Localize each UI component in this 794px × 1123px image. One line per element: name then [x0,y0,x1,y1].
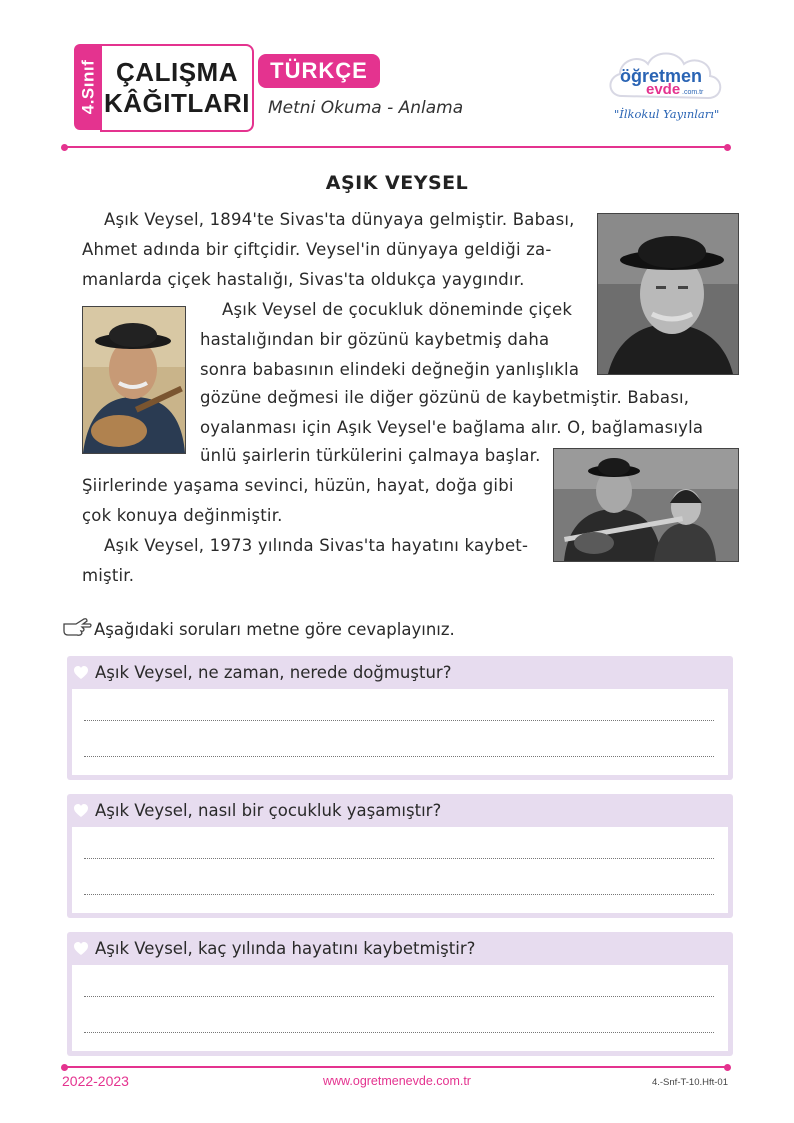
answer-line [84,996,714,997]
logo-word-2: evde [646,81,681,98]
title-line-2: KÂĞITLARI [103,88,251,118]
grade-tab [74,44,102,130]
logo-word-1: öğretmen [620,66,703,86]
heart-icon [73,803,89,819]
worksheet-subtitle: Metni Okuma - Anlama [268,98,464,118]
footer-website[interactable]: www.ogretmenevde.com.tr [323,1074,471,1088]
divider-dot [724,144,731,151]
title-line-1: ÇALIŞMA [116,57,238,87]
story-line: ünlü şairlerin türkülerini çalmaya başlar. [200,446,541,465]
story-line: Şiirlerinde yaşama sevinci, hüzün, hayat, doğa gibi [82,476,514,495]
pointing-hand-icon [62,614,92,638]
answer-line [84,858,714,859]
story-title: AŞIK VEYSEL [325,172,469,194]
portrait-with-saz-photo [82,306,186,454]
veysel-with-child-photo [553,448,739,562]
divider-dot [724,1064,731,1071]
answer-line [84,720,714,721]
footer-divider [64,1066,728,1068]
question-box [67,656,733,780]
question-text: Aşık Veysel, kaç yılında hayatını kaybetmiştir? [95,939,476,958]
divider-dot [61,144,68,151]
story-line: miştir. [82,566,135,585]
story-line: Aşık Veysel, 1894'te Sivas'ta dünyaya gelmiştir. Babası, [104,210,575,229]
footer-document-code: 4.-Snf-T-10.Hft-01 [651,1077,728,1088]
header-divider [64,146,728,148]
answer-area[interactable] [72,827,728,913]
story-line: hastalığından bir gözünü kaybetmiş daha [200,330,550,349]
logo-domain: .com.tr [682,89,704,96]
heart-icon [73,941,89,957]
question-text: Aşık Veysel, ne zaman, nerede doğmuştur? [95,663,452,682]
question-text: Aşık Veysel, nasıl bir çocukluk yaşamıştır? [95,801,442,820]
answer-line [84,894,714,895]
story-line: oyalanması için Aşık Veysel'e bağlama alır. O, bağlamasıyla [200,418,704,437]
logo-tagline: "İlkokul Yayınları" [614,107,720,121]
brand-logo [600,44,730,132]
answer-line [84,1032,714,1033]
answer-line [84,756,714,757]
question-box [67,794,733,918]
cloud-logo-icon [600,44,730,132]
story-line: çok konuya değinmiştir. [82,506,283,525]
footer-year: 2022-2023 [62,1073,129,1089]
story-line: Aşık Veysel de çocukluk döneminde çiçek [222,300,573,319]
answer-area[interactable] [72,689,728,775]
heart-icon [73,665,89,681]
story-line: sonra babasının elindeki değneğin yanlışlıkla [200,360,580,379]
subject-badge: TÜRKÇE [258,54,380,88]
worksheet-title-box [100,44,254,132]
story-line: manlarda çiçek hastalığı, Sivas'ta oldukça yaygındır. [82,270,525,289]
answer-area[interactable] [72,965,728,1051]
instruction-text: Aşağıdaki soruları metne göre cevaplayınız. [94,620,455,639]
grade-label: 4.Sınıf [78,59,98,115]
portrait-photo [597,213,739,375]
story-line: Ahmet adında bir çiftçidir. Veysel'in dünyaya geldiği za- [82,240,552,259]
story-line: Aşık Veysel, 1973 yılında Sivas'ta hayatını kaybet- [104,536,529,555]
story-line: gözüne değmesi ile diğer gözünü de kaybetmiştir. Babası, [200,388,690,407]
divider-dot [61,1064,68,1071]
question-box [67,932,733,1056]
